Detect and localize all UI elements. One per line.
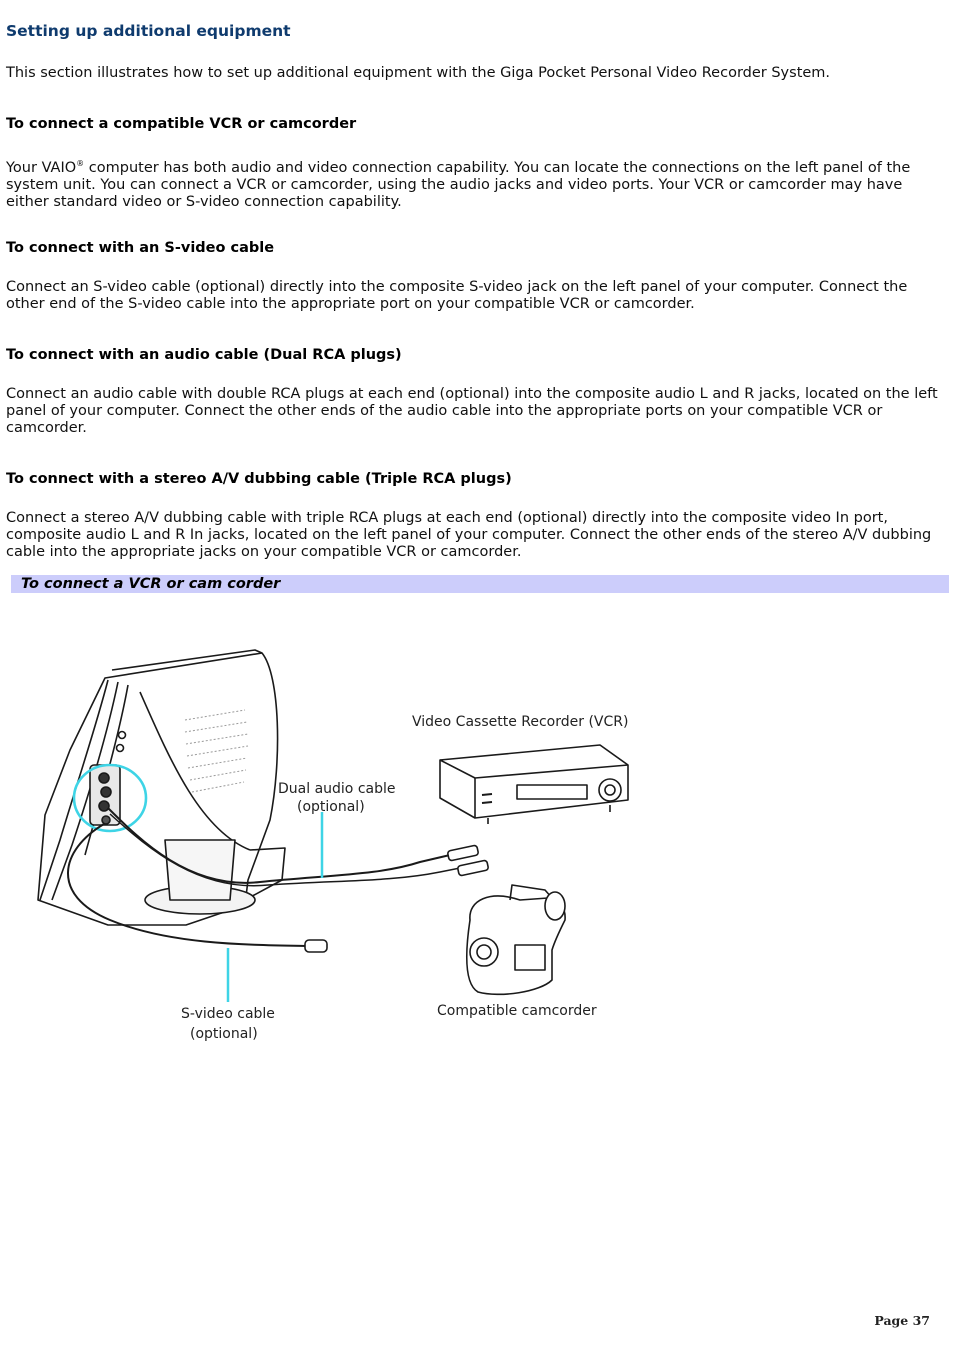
paragraph-av-dubbing: Connect a stereo A/V dubbing cable with triple RCA plugs at each end (optional) directly into the composite video In port, composite audio L and R In jacks, located on the left panel of your computer. Connect the other ends of the stereo A/V dubbing cable into the appropriate jacks on your compatible VCR or camcorder. [6,510,932,560]
label-audio-cable: Dual audio cable [278,781,396,797]
paragraph-connect-vcr [6,155,948,211]
label-svideo-cable: S-video cable [181,1006,275,1022]
heading-svideo: To connect with an S-video cable [6,240,275,256]
heading-av-dubbing: To connect with a stereo A/V dubbing cable (Triple RCA plugs) [6,471,512,487]
page-title: Setting up additional equipment [6,22,291,40]
figure-caption-bar [11,575,949,593]
vcr-drawing [440,745,628,824]
label-svideo-cable-optional: (optional) [190,1026,258,1042]
label-vcr: Video Cassette Recorder (VCR) [412,714,629,730]
registered-mark: ® [76,159,85,168]
intro-paragraph: This section illustrates how to set up additional equipment with the Giga Pocket Personal Video Recorder System. [6,65,831,81]
camcorder-drawing [467,885,565,994]
figure-caption: To connect a VCR or cam corder [21,576,281,592]
paragraph-audio-cable: Connect an audio cable with double RCA plugs at each end (optional) into the composite audio L and R jacks, located on the left panel of your computer. Connect the other ends of the audio cable into the appropriate ports on your compatible VCR or camcorder. [6,386,938,436]
heading-connect-vcr: To connect a compatible VCR or camcorder [6,116,357,132]
heading-audio-cable: To connect with an audio cable (Dual RCA plugs) [6,347,402,363]
text-vaio-rest: computer has both audio and video connection capability. You can locate the connections on the left panel of the system unit. You can connect a VCR or camcorder, using the audio jacks and video ports. Your VCR or camcorder may have either standard video or S-video connection capability. [6,159,911,210]
paragraph-svideo: Connect an S-video cable (optional) directly into the composite S-video jack on the left panel of your computer. Connect the other end of the S-video cable into the appropriate port on your compatible VCR or camcorder. [6,279,908,312]
connection-illustration [0,600,954,1060]
label-audio-cable-optional: (optional) [297,799,365,815]
text-vaio: Your VAIO [6,159,77,176]
label-camcorder: Compatible camcorder [437,1003,597,1019]
page-number: Page 37 [874,1313,930,1328]
